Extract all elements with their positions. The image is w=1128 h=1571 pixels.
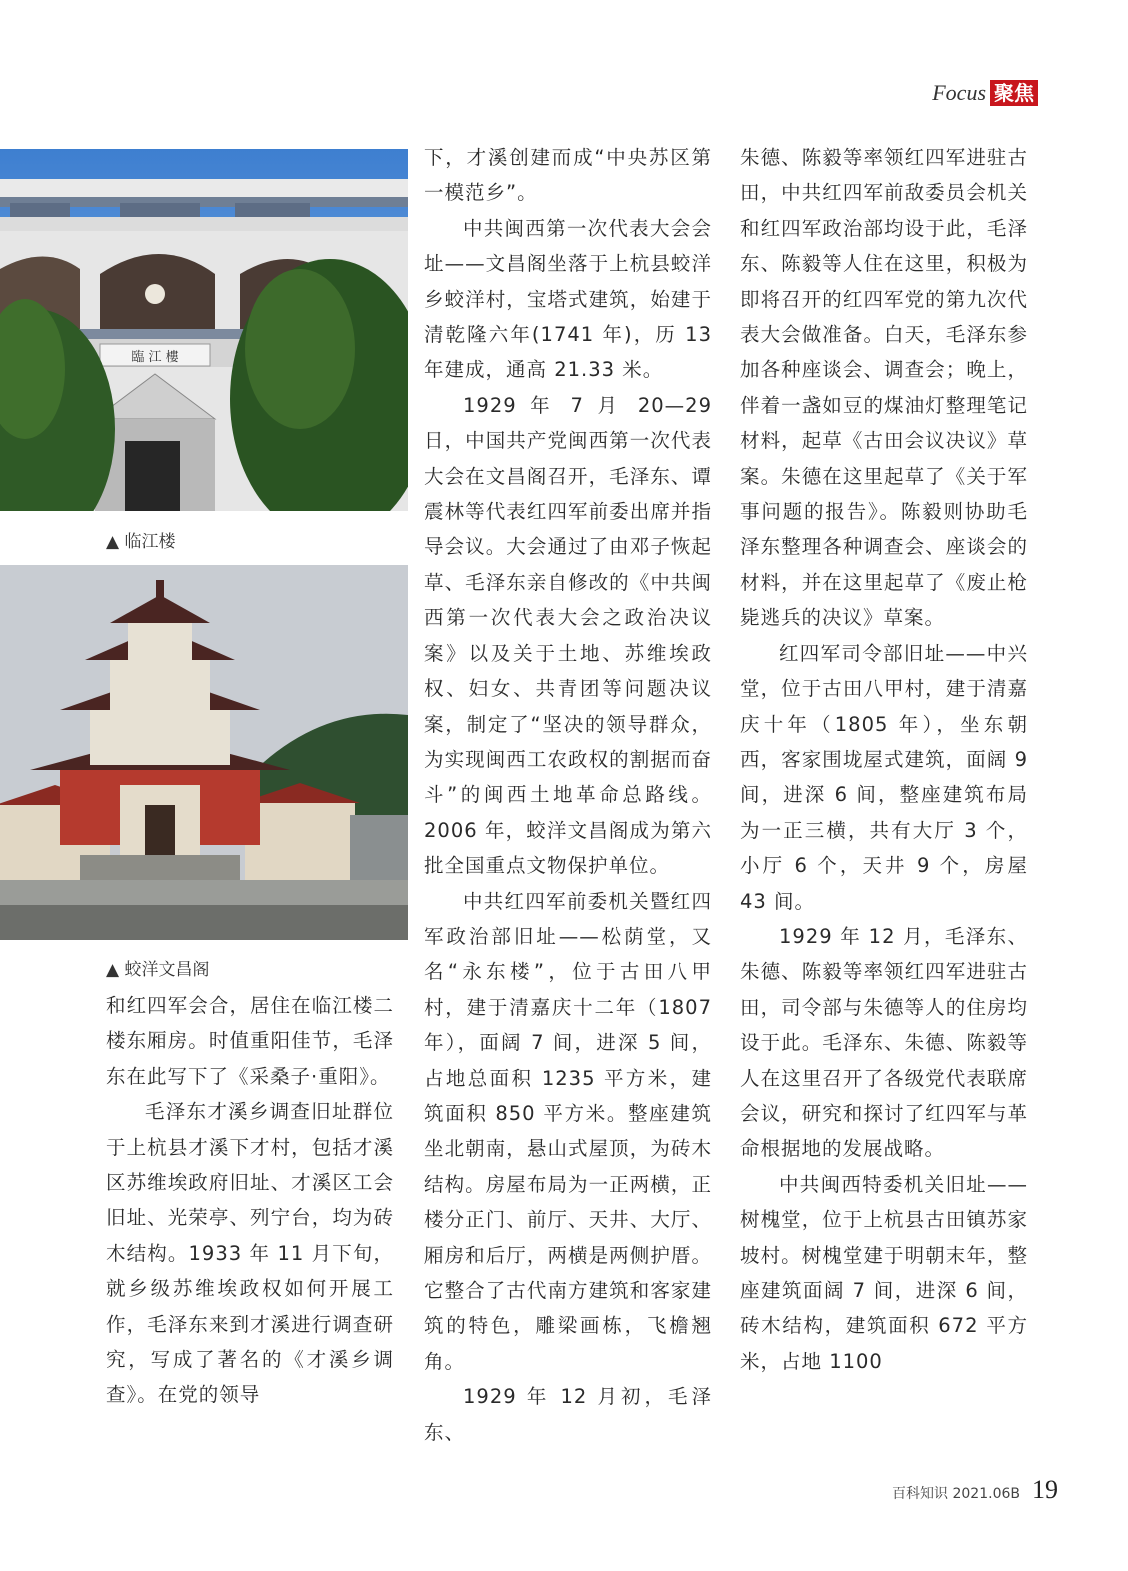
photo-wenchang-pavilion xyxy=(0,565,408,940)
paragraph: 朱德、陈毅等率领红四军进驻古田，中共红四军前敌委员会机关和红四军政治部均设于此，毛泽东、陈毅等人住在这里，积极为即将召开的红四军党的第九次代表大会做准备。白天，毛泽东参加各种座谈会、调查会；晚上，伴着一盏如豆的煤油灯整理笔记材料，起草《古田会议决议》草案。朱德在这里起草了《关于军事问题的报告》。陈毅则协助毛泽东整理各种调查会、座谈会的材料，并在这里起草了《废止枪毙逃兵的决议》草案。 xyxy=(740,146,1028,630)
text-column-left xyxy=(106,988,394,1413)
paragraph: 中共闽西第一次代表大会会址——文昌阁坐落于上杭县蛟洋乡蛟洋村，宝塔式建筑，始建于清乾隆六年(1741 年)，历 13 年建成，通高 21.33 米。 xyxy=(424,216,712,382)
paragraph: 中共闽西特委机关旧址——树槐堂，位于上杭县古田镇苏家坡村。树槐堂建于明朝末年，整座建筑面阔 7 间，进深 6 间，砖木结构，建筑面积 672 平方米，占地 1100 xyxy=(740,1172,1028,1373)
building-sign-text: 臨 江 樓 xyxy=(131,350,179,365)
paragraph: 红四军司令部旧址——中兴堂，位于古田八甲村，建于清嘉庆十年（1805 年），坐东朝西，客家围垅屋式建筑，面阔 9 间，进深 6 间，整座建筑布局为一正三横，共有大厅 3 个，小厅 6 个，天井 9 个，房屋 43 间。 xyxy=(740,641,1028,913)
paragraph: 下，才溪创建而成“中央苏区第一模范乡”。 xyxy=(424,146,712,205)
section-badge: 聚焦 xyxy=(990,80,1038,106)
photo-caption-linjiang: ▲ 临江楼 xyxy=(106,532,176,552)
paragraph: 1929 年 12 月初，毛泽东、 xyxy=(424,1385,712,1444)
photo-caption-wenchang: ▲ 蛟洋文昌阁 xyxy=(106,960,210,980)
paragraph: 中共红四军前委机关暨红四军政治部旧址——松荫堂，又名“永东楼”，位于古田八甲村，建于清嘉庆十二年（1807 年），面阔 7 间，进深 5 间，占地总面积 1235 平方米，建筑面积 850 平方米。整座建筑坐北朝南，悬山式屋顶，为砖木结构。房屋布局为一正两横，正楼分正门、前厅、天井、大厅、厢房和后厅，两横是两侧护厝。它整合了古代南方建筑和客家建筑的特色，雕梁画栋，飞檐翘角。 xyxy=(424,889,712,1373)
paragraph: 1929 年 12 月，毛泽东、朱德、陈毅等率领红四军进驻古田，司令部与朱德等人的住房均设于此。毛泽东、朱德、陈毅等人在这里召开了各级党代表联席会议，研究和探讨了红四军与革命根据地的发展战略。 xyxy=(740,924,1028,1161)
issue-label: 百科知识 2021.06B xyxy=(892,1486,1020,1502)
paragraph: 和红四军会合，居住在临江楼二楼东厢房。时值重阳佳节，毛泽东在此写下了《采桑子·重阳》。 xyxy=(106,994,394,1088)
paragraph: 1929 年 7 月 20—29 日，中国共产党闽西第一次代表大会在文昌阁召开，毛泽东、谭震林等代表红四军前委出席并指导会议。大会通过了由邓子恢起草、毛泽东亲自修改的《中共闽西第一次代表大会之政治决议案》以及关于土地、苏维埃政权、妇女、共青团等问题决议案，制定了“坚决的领导群众，为实现闽西工农政权的割据而奋斗”的闽西土地革命总路线。2006 年，蛟洋文昌阁成为第六批全国重点文物保护单位。 xyxy=(424,393,712,878)
focus-label: Focus xyxy=(932,80,986,105)
paragraph: 毛泽东才溪乡调查旧址群位于上杭县才溪下才村，包括才溪区苏维埃政府旧址、才溪区工会旧址、光荣亭、列宁台，均为砖木结构。1933 年 11 月下旬，就乡级苏维埃政权如何开展工作，毛泽东来到才溪进行调查研究，写成了著名的《才溪乡调查》。在党的领导 xyxy=(106,1100,394,1407)
page-header xyxy=(932,80,1038,106)
page-footer xyxy=(892,1475,1058,1505)
photo-linjiang-building xyxy=(0,149,408,511)
text-column-right xyxy=(740,140,1028,1379)
page-number: 19 xyxy=(1032,1475,1058,1504)
text-column-middle xyxy=(424,140,712,1450)
